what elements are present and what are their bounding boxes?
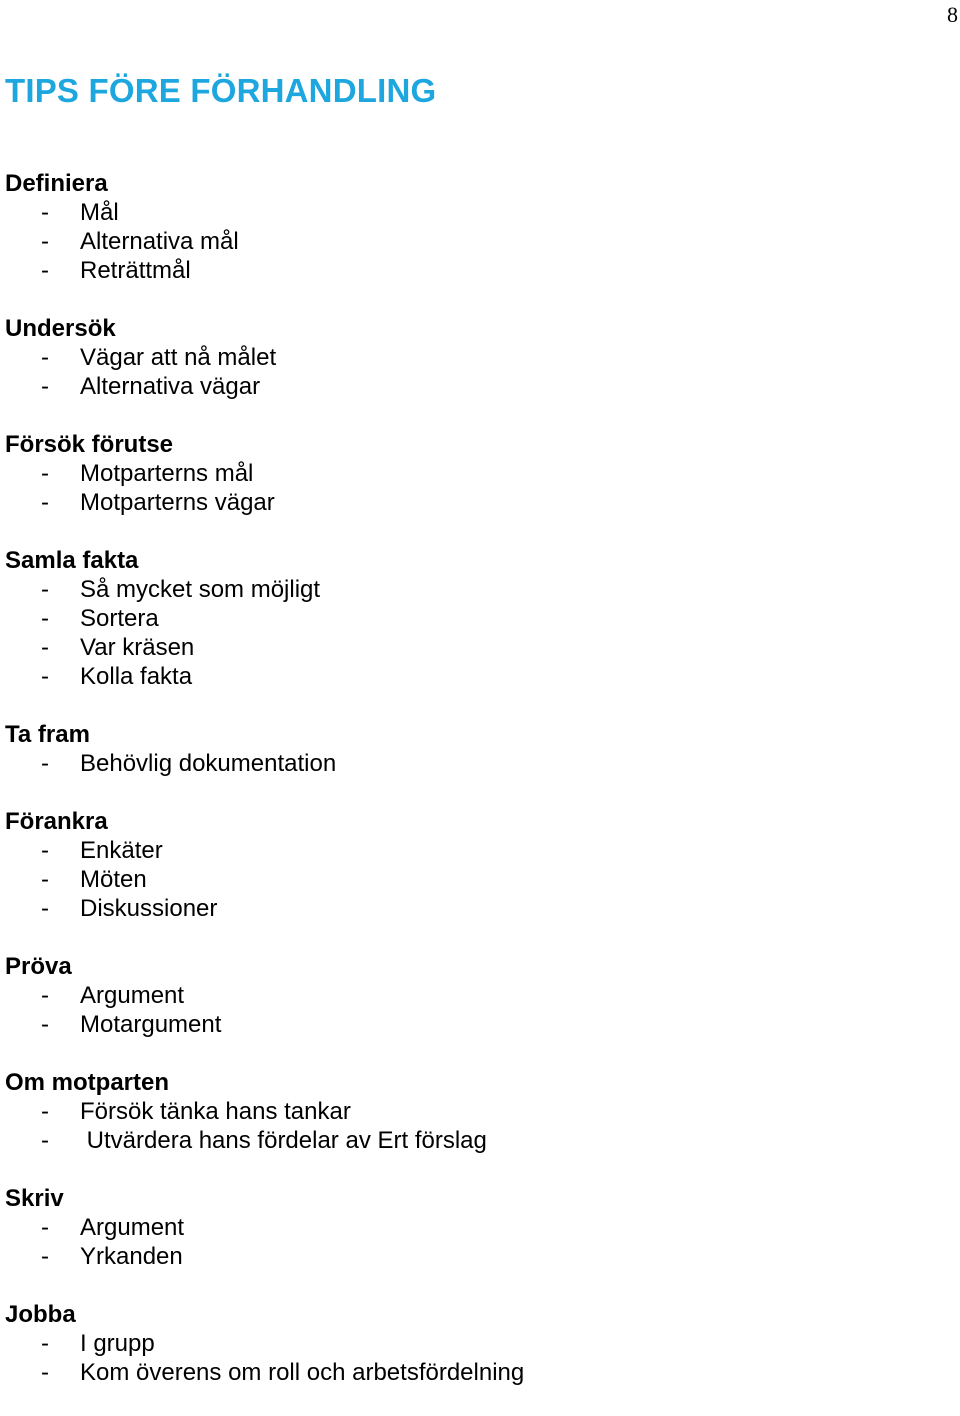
section-definiera [5,169,945,285]
bullet-list [5,981,945,1039]
section-om-motparten [5,1068,945,1155]
list-item [5,1097,945,1126]
list-item-text: Alternativa mål [80,228,239,255]
list-item [5,459,945,488]
list-item [5,256,945,285]
list-item [5,1329,945,1358]
dash-bullet: - [41,344,49,371]
list-item-text: Kolla fakta [80,663,193,690]
section-heading: Försök förutse [5,431,174,458]
dash-bullet: - [41,1011,49,1038]
list-item-text: Reträttmål [80,257,191,284]
dash-bullet: - [41,1359,49,1386]
list-item [5,633,945,662]
dash-bullet: - [41,228,49,255]
list-item [5,604,945,633]
section-jobba [5,1300,945,1387]
list-item [5,372,945,401]
dash-bullet: - [41,605,49,632]
section-heading: Om motparten [5,1069,170,1096]
section-heading: Samla fakta [5,547,139,574]
section-heading: Pröva [5,953,72,980]
section-samla-fakta [5,546,945,691]
list-item-text: Vägar att nå målet [80,344,277,371]
section-heading: Skriv [5,1185,64,1212]
list-item-text: Diskussioner [80,895,218,922]
section-heading: Jobba [5,1301,76,1328]
dash-bullet: - [41,866,49,893]
list-item [5,1242,945,1271]
page-number: 8 [947,2,958,27]
list-item [5,1358,945,1387]
dash-bullet: - [41,982,49,1009]
list-item [5,227,945,256]
list-item-text: Motargument [80,1011,222,1038]
list-item [5,343,945,372]
dash-bullet: - [41,837,49,864]
list-item-text: Kom överens om roll och arbetsfördelning [80,1359,525,1386]
list-item-text: Argument [80,982,185,1009]
dash-bullet: - [41,373,49,400]
list-item [5,1010,945,1039]
list-item [5,1126,945,1155]
list-item-text: Utvärdera hans fördelar av Ert förslag [80,1127,487,1154]
section-heading: Undersök [5,315,116,342]
dash-bullet: - [41,1243,49,1270]
dash-bullet: - [41,257,49,284]
list-item [5,749,945,778]
section-heading: Ta fram [5,721,90,748]
section-forsok-forutse [5,430,945,517]
list-item-text: Så mycket som möjligt [80,576,321,603]
bullet-list [5,459,945,517]
list-item [5,894,945,923]
bullet-list [5,749,945,778]
list-item [5,1213,945,1242]
bullet-list [5,836,945,923]
list-item-text: Alternativa vägar [80,373,261,400]
dash-bullet: - [41,460,49,487]
dash-bullet: - [41,663,49,690]
list-item-text: Möten [80,866,147,893]
section-heading: Definiera [5,170,108,197]
dash-bullet: - [41,634,49,661]
page-title: TIPS FÖRE FÖRHANDLING [5,72,437,109]
list-item [5,981,945,1010]
list-item [5,662,945,691]
list-item-text: Sortera [80,605,159,632]
list-item [5,488,945,517]
dash-bullet: - [41,489,49,516]
section-ta-fram [5,720,945,778]
dash-bullet: - [41,576,49,603]
list-item-text: Var kräsen [80,634,195,661]
list-item-text: Behövlig dokumentation [80,750,337,777]
list-item-text: Försök tänka hans tankar [80,1098,351,1125]
list-item [5,575,945,604]
bullet-list [5,343,945,401]
dash-bullet: - [41,1214,49,1241]
list-item-text: Mål [80,199,119,226]
dash-bullet: - [41,750,49,777]
section-forankra [5,807,945,923]
bullet-list [5,198,945,285]
dash-bullet: - [41,895,49,922]
section-undersok [5,314,945,401]
section-list [5,169,945,1416]
dash-bullet: - [41,1127,49,1154]
dash-bullet: - [41,1098,49,1125]
list-item [5,198,945,227]
section-heading: Förankra [5,808,108,835]
list-item [5,865,945,894]
list-item-text: Motparterns mål [80,460,254,487]
section-skriv [5,1184,945,1271]
list-item [5,836,945,865]
bullet-list [5,575,945,691]
dash-bullet: - [41,199,49,226]
list-item-text: Motparterns vägar [80,489,275,516]
list-item-text: Yrkanden [80,1243,183,1270]
list-item-text: Argument [80,1214,185,1241]
bullet-list [5,1329,945,1387]
list-item-text: Enkäter [80,837,163,864]
bullet-list [5,1097,945,1155]
bullet-list [5,1213,945,1271]
dash-bullet: - [41,1330,49,1357]
section-prova [5,952,945,1039]
list-item-text: I grupp [80,1330,155,1357]
